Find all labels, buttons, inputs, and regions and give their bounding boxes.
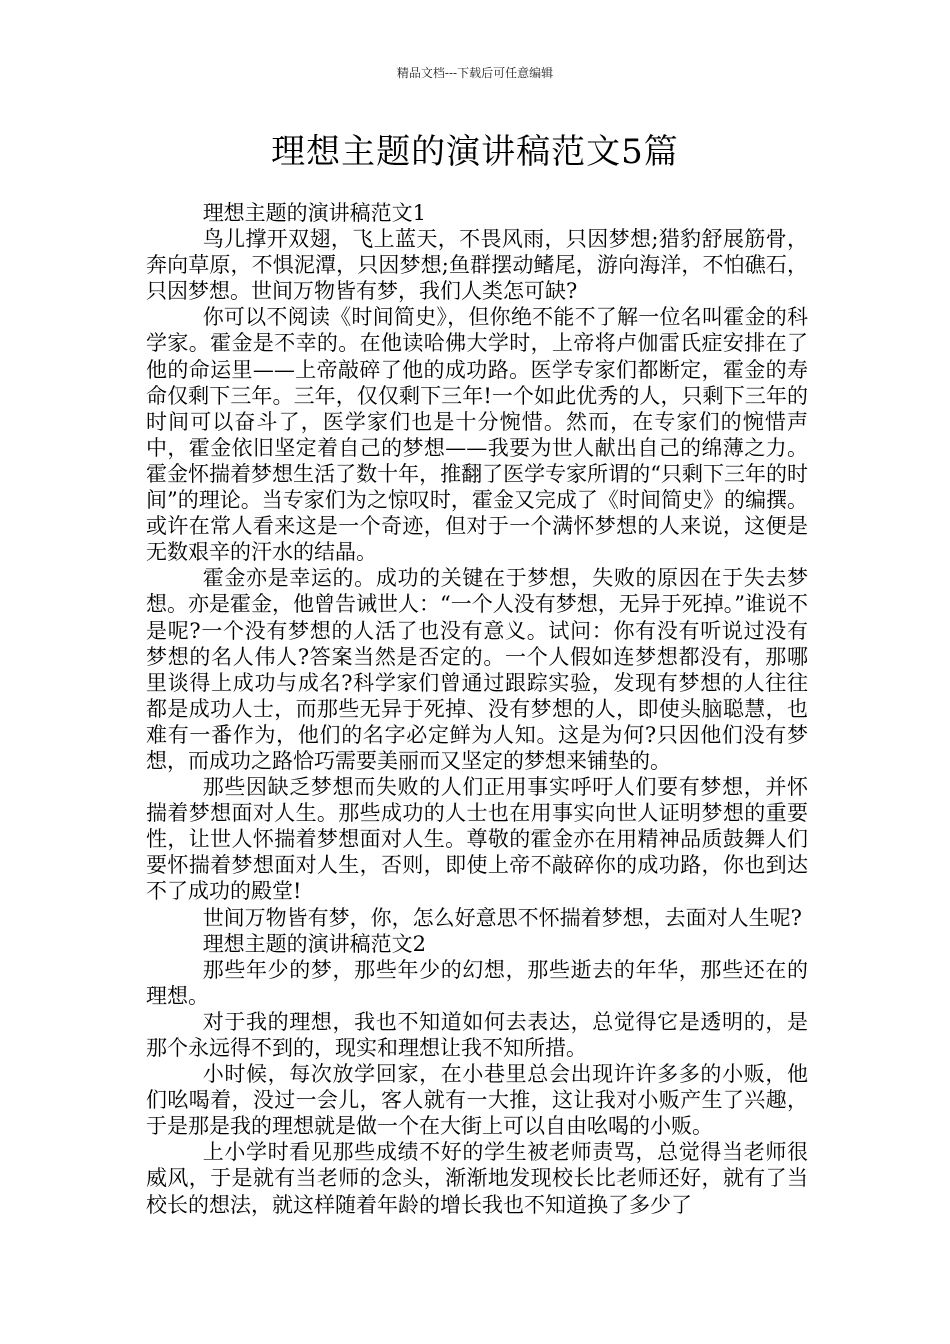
header-note: 精品文档---下载后可任意编辑: [396, 66, 554, 80]
document-body: [146, 200, 808, 1218]
paragraph: 上小学时看见那些成绩不好的学生被老师责骂，总觉得当老师很威风，于是就有当老师的念头，渐渐地发现校长比老师还好，就有了当校长的想法，就这样随着年龄的增长我也不知道换了多少了: [146, 1140, 808, 1217]
paragraph: 你可以不阅读《时间简史》，但你绝不能不了解一位名叫霍金的科学家。霍金是不幸的。在他读哈佛大学时，上帝将卢伽雷氏症安排在了他的命运里——上帝敲碎了他的成功路。医学专家们都断定，霍金的寿命仅剩下三年。三年，仅仅剩下三年!一个如此优秀的人，只剩下三年的时间可以奋斗了，医学家们也是十分惋惜。然而，在专家们的惋惜声中，霍金依旧坚定着自己的梦想——我要为世人献出自己的绵薄之力。霍金怀揣着梦想生活了数十年，推翻了医学专家所谓的“只剩下三年的时间”的理论。当专家们为之惊叹时，霍金又完成了《时间简史》的编撰。或许在常人看来这是一个奇迹，但对于一个满怀梦想的人来说，这便是无数艰辛的汗水的结晶。: [146, 305, 808, 565]
paragraph: 世间万物皆有梦，你，怎么好意思不怀揣着梦想，去面对人生呢?: [202, 905, 802, 930]
paragraph: 对于我的理想，我也不知道如何去表达，总觉得它是透明的，是那个永远得不到的，现实和理想让我不知所措。: [146, 1009, 808, 1060]
section-heading: 理想主题的演讲稿范文2: [202, 931, 427, 956]
paragraph: 那些因缺乏梦想而失败的人们正用事实呼吁人们要有梦想，并怀揣着梦想面对人生。那些成功的人士也在用事实向世人证明梦想的重要性，让世人怀揣着梦想面对人生。尊敬的霍金亦在用精神品质鼓舞人们要怀揣着梦想面对人生，否则，即使上帝不敲碎你的成功路，你也到达不了成功的殿堂!: [146, 775, 808, 904]
paragraph: 鸟儿撑开双翅，飞上蓝天，不畏风雨，只因梦想;猎豹舒展筋骨，奔向草原，不惧泥潭，只因梦想;鱼群摆动鳍尾，游向海洋，不怕礁石，只因梦想。世间万物皆有梦，我们人类怎可缺?: [146, 227, 808, 304]
document-title: 理想主题的演讲稿范文5篇: [271, 132, 679, 172]
paragraph: 霍金亦是幸运的。成功的关键在于梦想，失败的原因在于失去梦想。亦是霍金，他曾告诫世人：“一个人没有梦想，无异于死掉。”谁说不是呢?一个没有梦想的人活了也没有意义。试问：你有没有听说过没有梦想的名人伟人?答案当然是否定的。一个人假如连梦想都没有，那哪里谈得上成功与成名?科学家们曾通过跟踪实验，发现有梦想的人往往都是成功人士，而那些无异于死掉、没有梦想的人，即使头脑聪慧，也难有一番作为，他们的名字必定鲜为人知。这是为何?只因他们没有梦想，而成功之路恰巧需要美丽而又坚定的梦想来铺垫的。: [146, 566, 808, 773]
paragraph: 小时候，每次放学回家，在小巷里总会出现许许多多的小贩，他们吆喝着，没过一会儿，客人就有一大推，这让我对小贩产生了兴趣，于是那是我的理想就是做一个在大街上可以自由吆喝的小贩。: [146, 1062, 808, 1139]
section-heading: 理想主题的演讲稿范文1: [202, 201, 427, 225]
paragraph: 那些年少的梦，那些年少的幻想，那些逝去的年华，那些还在的理想。: [146, 957, 808, 1008]
